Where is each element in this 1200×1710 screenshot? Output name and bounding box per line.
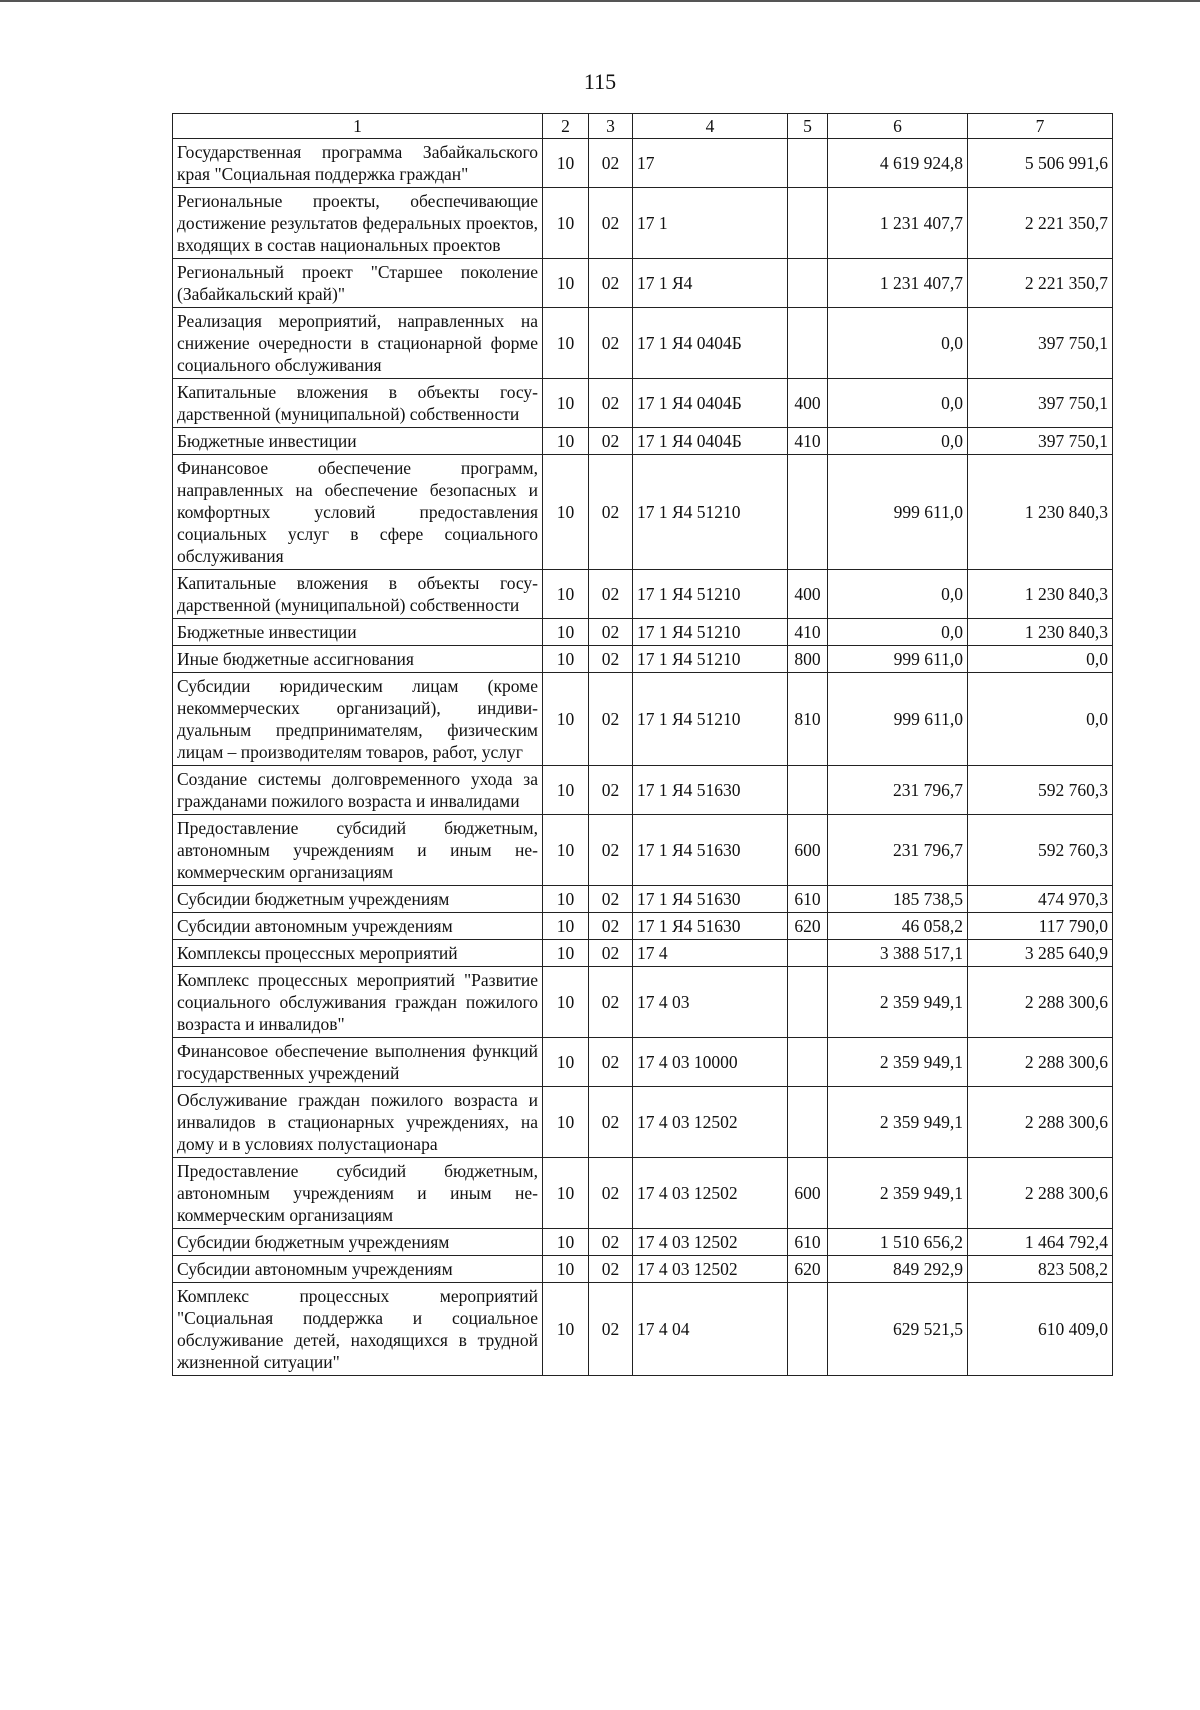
table-row xyxy=(173,455,1113,570)
table-row xyxy=(173,139,1113,188)
amount-col7-cell: 1 230 840,3 xyxy=(968,455,1113,570)
amount-col6-cell: 0,0 xyxy=(828,428,968,455)
section-code-cell: 10 xyxy=(543,570,589,619)
section-code-cell: 10 xyxy=(543,139,589,188)
top-border-line xyxy=(0,0,1200,2)
row-name-cell: Капитальные вложения в объекты государственной (муниципальной) собственности xyxy=(173,379,543,428)
target-item-code-cell: 17 4 xyxy=(633,940,788,967)
section-code-cell: 10 xyxy=(543,379,589,428)
subsection-code-cell: 02 xyxy=(589,455,633,570)
amount-col6-cell: 0,0 xyxy=(828,619,968,646)
section-code-cell: 10 xyxy=(543,1087,589,1158)
subsection-code-cell: 02 xyxy=(589,646,633,673)
subsection-code-cell: 02 xyxy=(589,188,633,259)
subsection-code-cell: 02 xyxy=(589,673,633,766)
amount-col6-cell: 231 796,7 xyxy=(828,815,968,886)
row-name-cell: Комплексы процессных мероприятий xyxy=(173,940,543,967)
target-item-code-cell: 17 1 Я4 xyxy=(633,259,788,308)
subsection-code-cell: 02 xyxy=(589,766,633,815)
target-item-code-cell: 17 4 03 12502 xyxy=(633,1256,788,1283)
amount-col7-cell: 1 230 840,3 xyxy=(968,619,1113,646)
amount-col6-cell: 849 292,9 xyxy=(828,1256,968,1283)
expense-type-code-cell xyxy=(788,188,828,259)
amount-col6-cell: 2 359 949,1 xyxy=(828,1158,968,1229)
amount-col6-cell: 1 231 407,7 xyxy=(828,259,968,308)
subsection-code-cell: 02 xyxy=(589,1038,633,1087)
section-code-cell: 10 xyxy=(543,673,589,766)
row-name-cell: Субсидии автономным учреждениям xyxy=(173,913,543,940)
row-name-cell: Иные бюджетные ассигнования xyxy=(173,646,543,673)
target-item-code-cell: 17 1 Я4 51210 xyxy=(633,646,788,673)
row-name-cell: Предоставление субсидий бюджетным, автономным учреждениям и иным некоммерческим организациям xyxy=(173,815,543,886)
expense-type-code-cell xyxy=(788,259,828,308)
expense-type-code-cell xyxy=(788,139,828,188)
expense-type-code-cell: 410 xyxy=(788,428,828,455)
amount-col7-cell: 592 760,3 xyxy=(968,815,1113,886)
amount-col7-cell: 610 409,0 xyxy=(968,1283,1113,1376)
table-row xyxy=(173,967,1113,1038)
amount-col7-cell: 3 285 640,9 xyxy=(968,940,1113,967)
table-row xyxy=(173,428,1113,455)
table-row xyxy=(173,673,1113,766)
row-name-cell: Финансовое обеспечение программ, направленных на обеспечение безопасных и комфортных условий предоставления социальных услуг в сфере социального обслуживания xyxy=(173,455,543,570)
section-code-cell: 10 xyxy=(543,815,589,886)
amount-col6-cell: 2 359 949,1 xyxy=(828,1087,968,1158)
header-cell: 3 xyxy=(589,114,633,139)
amount-col7-cell: 2 221 350,7 xyxy=(968,259,1113,308)
target-item-code-cell: 17 1 Я4 51630 xyxy=(633,913,788,940)
table-row xyxy=(173,259,1113,308)
target-item-code-cell: 17 4 04 xyxy=(633,1283,788,1376)
amount-col7-cell: 0,0 xyxy=(968,646,1113,673)
expense-type-code-cell: 610 xyxy=(788,1229,828,1256)
row-name-cell: Финансовое обеспечение выполнения функций государственных учреждений xyxy=(173,1038,543,1087)
section-code-cell: 10 xyxy=(543,913,589,940)
expense-type-code-cell: 600 xyxy=(788,815,828,886)
amount-col7-cell: 2 221 350,7 xyxy=(968,188,1113,259)
row-name-cell: Реализация мероприятий, направленных на снижение очередности в стационарной форме социального обслуживания xyxy=(173,308,543,379)
amount-col6-cell: 46 058,2 xyxy=(828,913,968,940)
section-code-cell: 10 xyxy=(543,1038,589,1087)
row-name-cell: Субсидии бюджетным учреждениям xyxy=(173,886,543,913)
subsection-code-cell: 02 xyxy=(589,1256,633,1283)
amount-col6-cell: 1 231 407,7 xyxy=(828,188,968,259)
expense-type-code-cell xyxy=(788,308,828,379)
section-code-cell: 10 xyxy=(543,455,589,570)
row-name-cell: Бюджетные инвестиции xyxy=(173,428,543,455)
table-row xyxy=(173,815,1113,886)
table-row xyxy=(173,308,1113,379)
section-code-cell: 10 xyxy=(543,1229,589,1256)
amount-col6-cell: 4 619 924,8 xyxy=(828,139,968,188)
amount-col7-cell: 2 288 300,6 xyxy=(968,1038,1113,1087)
expense-type-code-cell xyxy=(788,455,828,570)
table-row xyxy=(173,886,1113,913)
section-code-cell: 10 xyxy=(543,308,589,379)
budget-allocation-table xyxy=(172,113,1113,1376)
amount-col7-cell: 1 464 792,4 xyxy=(968,1229,1113,1256)
amount-col6-cell: 0,0 xyxy=(828,570,968,619)
table-row xyxy=(173,646,1113,673)
amount-col6-cell: 2 359 949,1 xyxy=(828,1038,968,1087)
expense-type-code-cell: 600 xyxy=(788,1158,828,1229)
table-row xyxy=(173,940,1113,967)
expense-type-code-cell: 800 xyxy=(788,646,828,673)
target-item-code-cell: 17 1 Я4 51630 xyxy=(633,766,788,815)
row-name-cell: Региональные проекты, обеспечивающие достижение результатов федеральных проектов, входящих в состав национальных проектов xyxy=(173,188,543,259)
expense-type-code-cell xyxy=(788,1038,828,1087)
subsection-code-cell: 02 xyxy=(589,139,633,188)
section-code-cell: 10 xyxy=(543,967,589,1038)
page-number: 115 xyxy=(583,69,617,94)
section-code-cell: 10 xyxy=(543,940,589,967)
amount-col7-cell: 397 750,1 xyxy=(968,308,1113,379)
amount-col7-cell: 397 750,1 xyxy=(968,379,1113,428)
amount-col6-cell: 999 611,0 xyxy=(828,673,968,766)
amount-col6-cell: 185 738,5 xyxy=(828,886,968,913)
section-code-cell: 10 xyxy=(543,766,589,815)
section-code-cell: 10 xyxy=(543,619,589,646)
expense-type-code-cell: 620 xyxy=(788,1256,828,1283)
header-cell: 6 xyxy=(828,114,968,139)
target-item-code-cell: 17 4 03 12502 xyxy=(633,1229,788,1256)
expense-type-code-cell xyxy=(788,766,828,815)
subsection-code-cell: 02 xyxy=(589,815,633,886)
header-cell: 4 xyxy=(633,114,788,139)
table-row xyxy=(173,913,1113,940)
amount-col6-cell: 0,0 xyxy=(828,379,968,428)
row-name-cell: Субсидии бюджетным учреждениям xyxy=(173,1229,543,1256)
row-name-cell: Государственная программа Забайкальского края "Социальная поддержка граждан" xyxy=(173,139,543,188)
amount-col6-cell: 0,0 xyxy=(828,308,968,379)
expense-type-code-cell: 400 xyxy=(788,570,828,619)
target-item-code-cell: 17 1 Я4 0404Б xyxy=(633,428,788,455)
expense-type-code-cell: 610 xyxy=(788,886,828,913)
target-item-code-cell: 17 1 Я4 51630 xyxy=(633,815,788,886)
row-name-cell: Комплекс процессных мероприятий "Социальная поддержка и социальное обслуживание детей, находящихся в трудной жизненной ситуации" xyxy=(173,1283,543,1376)
subsection-code-cell: 02 xyxy=(589,886,633,913)
header-cell: 1 xyxy=(173,114,543,139)
target-item-code-cell: 17 4 03 xyxy=(633,967,788,1038)
row-name-cell: Капитальные вложения в объекты государственной (муниципальной) собственности xyxy=(173,570,543,619)
amount-col7-cell: 823 508,2 xyxy=(968,1256,1113,1283)
section-code-cell: 10 xyxy=(543,886,589,913)
target-item-code-cell: 17 4 03 10000 xyxy=(633,1038,788,1087)
amount-col6-cell: 629 521,5 xyxy=(828,1283,968,1376)
amount-col6-cell: 1 510 656,2 xyxy=(828,1229,968,1256)
table-row xyxy=(173,1038,1113,1087)
subsection-code-cell: 02 xyxy=(589,1087,633,1158)
header-cell: 5 xyxy=(788,114,828,139)
target-item-code-cell: 17 4 03 12502 xyxy=(633,1158,788,1229)
table-body xyxy=(173,139,1113,1376)
amount-col7-cell: 2 288 300,6 xyxy=(968,1087,1113,1158)
row-name-cell: Бюджетные инвестиции xyxy=(173,619,543,646)
expense-type-code-cell xyxy=(788,1087,828,1158)
target-item-code-cell: 17 1 Я4 51210 xyxy=(633,673,788,766)
target-item-code-cell: 17 4 03 12502 xyxy=(633,1087,788,1158)
amount-col7-cell: 2 288 300,6 xyxy=(968,967,1113,1038)
row-name-cell: Предоставление субсидий бюджетным, автономным учреждениям и иным некоммерческим организациям xyxy=(173,1158,543,1229)
table-row xyxy=(173,1256,1113,1283)
target-item-code-cell: 17 xyxy=(633,139,788,188)
amount-col7-cell: 397 750,1 xyxy=(968,428,1113,455)
subsection-code-cell: 02 xyxy=(589,379,633,428)
subsection-code-cell: 02 xyxy=(589,619,633,646)
subsection-code-cell: 02 xyxy=(589,1229,633,1256)
row-name-cell: Региональный проект "Старшее поколение (Забайкальский край)" xyxy=(173,259,543,308)
table-row xyxy=(173,766,1113,815)
target-item-code-cell: 17 1 Я4 51210 xyxy=(633,455,788,570)
row-name-cell: Обслуживание граждан пожилого возраста и инвалидов в стационарных учреждениях, на дому и в условиях полустационара xyxy=(173,1087,543,1158)
row-name-cell: Комплекс процессных мероприятий "Развитие социального обслуживания граждан пожилого возраста и инвалидов" xyxy=(173,967,543,1038)
section-code-cell: 10 xyxy=(543,428,589,455)
section-code-cell: 10 xyxy=(543,188,589,259)
target-item-code-cell: 17 1 Я4 0404Б xyxy=(633,379,788,428)
subsection-code-cell: 02 xyxy=(589,1283,633,1376)
table-header-row xyxy=(173,114,1113,139)
section-code-cell: 10 xyxy=(543,646,589,673)
amount-col6-cell: 2 359 949,1 xyxy=(828,967,968,1038)
section-code-cell: 10 xyxy=(543,259,589,308)
expense-type-code-cell: 810 xyxy=(788,673,828,766)
amount-col6-cell: 3 388 517,1 xyxy=(828,940,968,967)
subsection-code-cell: 02 xyxy=(589,913,633,940)
expense-type-code-cell: 410 xyxy=(788,619,828,646)
expense-type-code-cell xyxy=(788,1283,828,1376)
amount-col7-cell: 117 790,0 xyxy=(968,913,1113,940)
row-name-cell: Субсидии автономным учреждениям xyxy=(173,1256,543,1283)
subsection-code-cell: 02 xyxy=(589,259,633,308)
target-item-code-cell: 17 1 Я4 51630 xyxy=(633,886,788,913)
expense-type-code-cell xyxy=(788,967,828,1038)
section-code-cell: 10 xyxy=(543,1158,589,1229)
amount-col7-cell: 592 760,3 xyxy=(968,766,1113,815)
target-item-code-cell: 17 1 Я4 51210 xyxy=(633,619,788,646)
amount-col6-cell: 999 611,0 xyxy=(828,646,968,673)
amount-col7-cell: 474 970,3 xyxy=(968,886,1113,913)
table-row xyxy=(173,570,1113,619)
amount-col7-cell: 0,0 xyxy=(968,673,1113,766)
expense-type-code-cell: 400 xyxy=(788,379,828,428)
table-row xyxy=(173,619,1113,646)
table-row xyxy=(173,1283,1113,1376)
target-item-code-cell: 17 1 xyxy=(633,188,788,259)
table-row xyxy=(173,379,1113,428)
amount-col7-cell: 2 288 300,6 xyxy=(968,1158,1113,1229)
table-row xyxy=(173,188,1113,259)
subsection-code-cell: 02 xyxy=(589,570,633,619)
amount-col7-cell: 5 506 991,6 xyxy=(968,139,1113,188)
subsection-code-cell: 02 xyxy=(589,967,633,1038)
target-item-code-cell: 17 1 Я4 0404Б xyxy=(633,308,788,379)
subsection-code-cell: 02 xyxy=(589,308,633,379)
row-name-cell: Создание системы долговременного ухода за гражданами пожилого возраста и инвалидами xyxy=(173,766,543,815)
row-name-cell: Субсидии юридическим лицам (кроме некоммерческих организаций), индивидуальным предпринимателям, физическим лицам – производителям товаров, работ, услуг xyxy=(173,673,543,766)
section-code-cell: 10 xyxy=(543,1283,589,1376)
subsection-code-cell: 02 xyxy=(589,428,633,455)
expense-type-code-cell: 620 xyxy=(788,913,828,940)
amount-col7-cell: 1 230 840,3 xyxy=(968,570,1113,619)
header-cell: 2 xyxy=(543,114,589,139)
target-item-code-cell: 17 1 Я4 51210 xyxy=(633,570,788,619)
table-row xyxy=(173,1229,1113,1256)
section-code-cell: 10 xyxy=(543,1256,589,1283)
table-row xyxy=(173,1158,1113,1229)
amount-col6-cell: 999 611,0 xyxy=(828,455,968,570)
header-cell: 7 xyxy=(968,114,1113,139)
subsection-code-cell: 02 xyxy=(589,1158,633,1229)
amount-col6-cell: 231 796,7 xyxy=(828,766,968,815)
expense-type-code-cell xyxy=(788,940,828,967)
subsection-code-cell: 02 xyxy=(589,940,633,967)
table-row xyxy=(173,1087,1113,1158)
